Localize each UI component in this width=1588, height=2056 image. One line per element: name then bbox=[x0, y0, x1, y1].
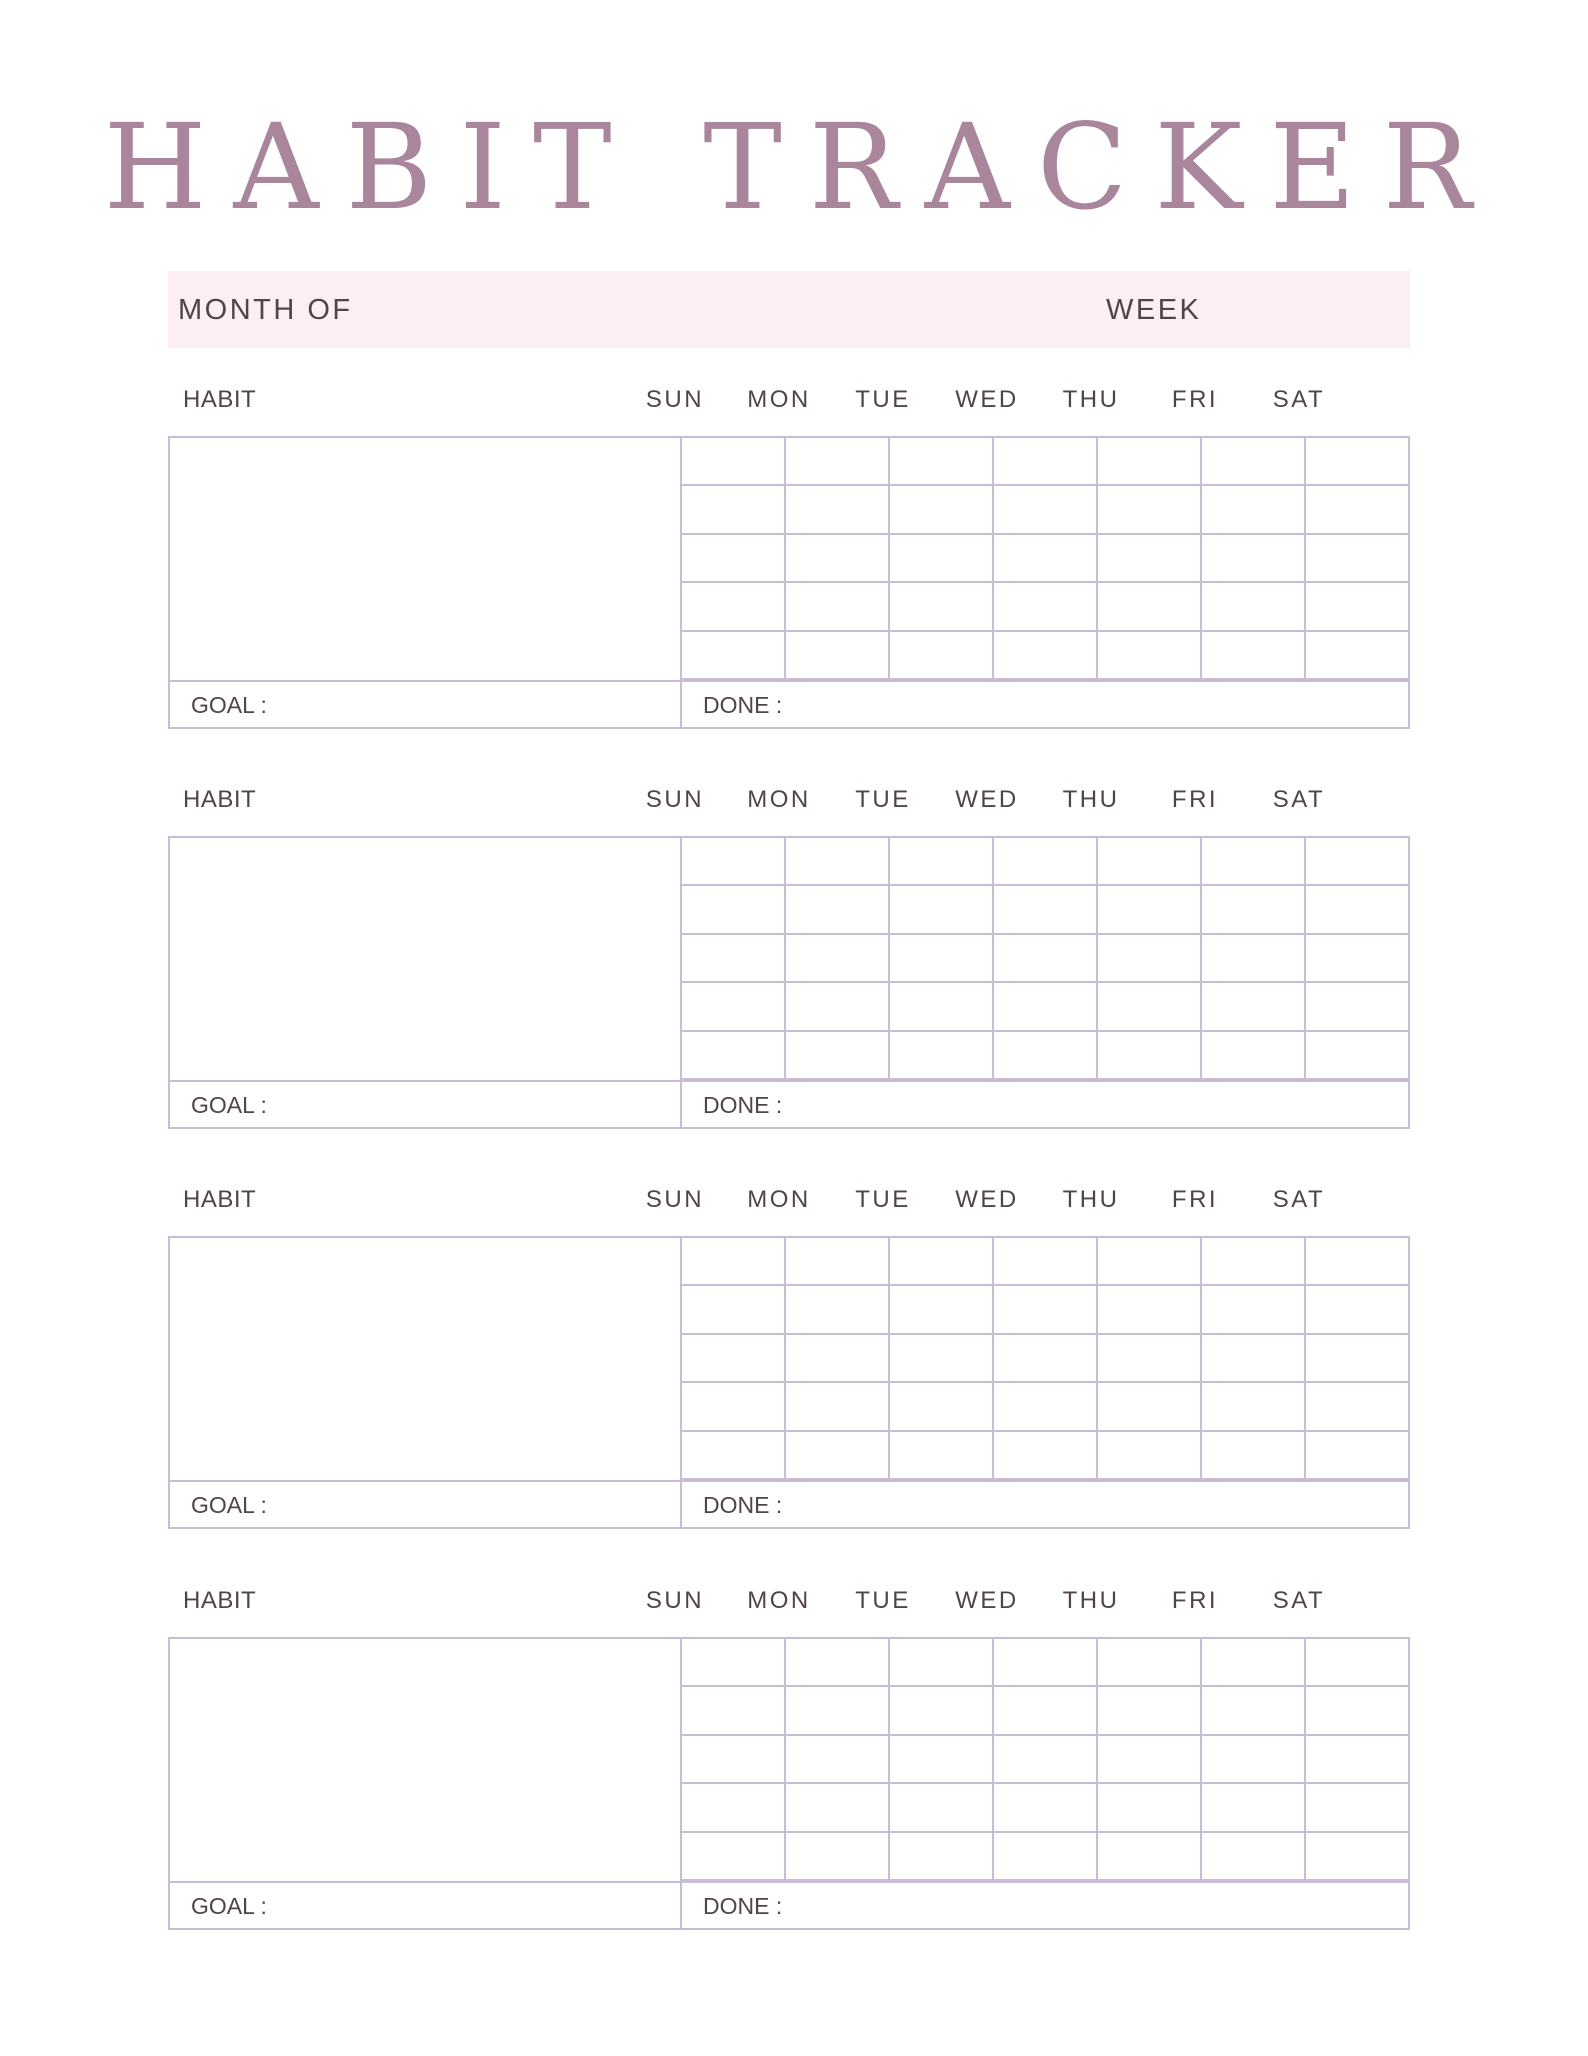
tracker-cell[interactable] bbox=[1202, 535, 1306, 583]
tracker-cell[interactable] bbox=[682, 1383, 786, 1431]
tracker-cell[interactable] bbox=[994, 1639, 1098, 1687]
done-label: DONE : bbox=[703, 692, 783, 718]
habit-grid bbox=[168, 1236, 1410, 1529]
section-footer bbox=[170, 1881, 1408, 1928]
tracker-cell[interactable] bbox=[890, 486, 994, 534]
habit-section-3 bbox=[168, 1174, 1410, 1534]
day-label-thu: THU bbox=[1062, 386, 1120, 413]
day-label-sun: SUN bbox=[645, 1186, 705, 1213]
tracker-cell[interactable] bbox=[890, 838, 994, 886]
day-checkbox-grid bbox=[682, 1639, 1410, 1881]
day-checkbox-grid bbox=[682, 438, 1410, 680]
tracker-cell[interactable] bbox=[994, 1687, 1098, 1735]
day-label-mon: MON bbox=[747, 386, 811, 413]
tracker-cell[interactable] bbox=[786, 632, 890, 680]
tracker-cell[interactable] bbox=[1306, 935, 1410, 983]
day-label-tue: TUE bbox=[855, 786, 911, 813]
tracker-cell[interactable] bbox=[786, 983, 890, 1031]
tracker-cell[interactable] bbox=[1306, 1736, 1410, 1784]
habit-section-2 bbox=[168, 774, 1410, 1134]
tracker-cell[interactable] bbox=[994, 1032, 1098, 1080]
done-field[interactable] bbox=[682, 1082, 1408, 1127]
tracker-cell[interactable] bbox=[1098, 1833, 1202, 1881]
tracker-cell[interactable] bbox=[682, 1238, 786, 1286]
tracker-cell[interactable] bbox=[1306, 1286, 1410, 1334]
habit-name-field[interactable] bbox=[170, 1639, 682, 1881]
tracker-cell[interactable] bbox=[682, 583, 786, 631]
day-label-tue: TUE bbox=[855, 1186, 911, 1213]
day-label-tue: TUE bbox=[855, 1587, 911, 1614]
tracker-cell[interactable] bbox=[1202, 1383, 1306, 1431]
tracker-cell[interactable] bbox=[890, 1335, 994, 1383]
tracker-cell[interactable] bbox=[1202, 1833, 1306, 1881]
tracker-cell[interactable] bbox=[786, 886, 890, 934]
tracker-cell[interactable] bbox=[1098, 1432, 1202, 1480]
tracker-cell[interactable] bbox=[1202, 1687, 1306, 1735]
tracker-cell[interactable] bbox=[786, 535, 890, 583]
tracker-cell[interactable] bbox=[1306, 632, 1410, 680]
tracker-cell[interactable] bbox=[890, 935, 994, 983]
day-label-wed: WED bbox=[955, 786, 1019, 813]
tracker-cell[interactable] bbox=[1306, 1432, 1410, 1480]
section-header bbox=[168, 374, 1410, 424]
done-field[interactable] bbox=[682, 1482, 1408, 1527]
tracker-cell[interactable] bbox=[682, 1833, 786, 1881]
tracker-cell[interactable] bbox=[682, 438, 786, 486]
section-footer bbox=[170, 1480, 1408, 1527]
tracker-cell[interactable] bbox=[890, 983, 994, 1031]
tracker-cell[interactable] bbox=[890, 1383, 994, 1431]
tracker-cell[interactable] bbox=[1202, 1335, 1306, 1383]
tracker-cell[interactable] bbox=[1202, 1286, 1306, 1334]
done-label: DONE : bbox=[703, 1492, 783, 1518]
tracker-cell[interactable] bbox=[890, 438, 994, 486]
tracker-cell[interactable] bbox=[1098, 1286, 1202, 1334]
section-footer bbox=[170, 680, 1408, 727]
habit-name-field[interactable] bbox=[170, 1238, 682, 1480]
habit-grid bbox=[168, 1637, 1410, 1930]
tracker-cell[interactable] bbox=[994, 983, 1098, 1031]
day-label-mon: MON bbox=[747, 1186, 811, 1213]
month-of-label: MONTH OF bbox=[178, 294, 353, 326]
tracker-cell[interactable] bbox=[1306, 1238, 1410, 1286]
day-label-fri: FRI bbox=[1171, 1186, 1219, 1213]
tracker-cell[interactable] bbox=[994, 1286, 1098, 1334]
tracker-cell[interactable] bbox=[1306, 583, 1410, 631]
tracker-cell[interactable] bbox=[682, 632, 786, 680]
tracker-cell[interactable] bbox=[994, 838, 1098, 886]
tracker-cell[interactable] bbox=[1202, 438, 1306, 486]
tracker-cell[interactable] bbox=[1098, 486, 1202, 534]
tracker-cell[interactable] bbox=[682, 838, 786, 886]
tracker-cell[interactable] bbox=[994, 583, 1098, 631]
tracker-cell[interactable] bbox=[786, 1736, 890, 1784]
tracker-cell[interactable] bbox=[890, 583, 994, 631]
tracker-cell[interactable] bbox=[786, 1335, 890, 1383]
section-footer bbox=[170, 1080, 1408, 1127]
tracker-cell[interactable] bbox=[1306, 1687, 1410, 1735]
habit-name-field[interactable] bbox=[170, 838, 682, 1080]
tracker-cell[interactable] bbox=[890, 1833, 994, 1881]
tracker-cell[interactable] bbox=[890, 1639, 994, 1687]
tracker-cell[interactable] bbox=[1306, 983, 1410, 1031]
tracker-cell[interactable] bbox=[1306, 838, 1410, 886]
tracker-cell[interactable] bbox=[994, 1736, 1098, 1784]
day-checkbox-grid bbox=[682, 1238, 1410, 1480]
tracker-cell[interactable] bbox=[786, 1833, 890, 1881]
habit-section-1 bbox=[168, 374, 1410, 734]
tracker-cell[interactable] bbox=[1306, 535, 1410, 583]
tracker-cell[interactable] bbox=[890, 1238, 994, 1286]
tracker-cell[interactable] bbox=[786, 838, 890, 886]
tracker-cell[interactable] bbox=[682, 1335, 786, 1383]
tracker-cell[interactable] bbox=[994, 632, 1098, 680]
tracker-cell[interactable] bbox=[994, 1432, 1098, 1480]
tracker-cell[interactable] bbox=[994, 438, 1098, 486]
habit-grid bbox=[168, 436, 1410, 729]
page-title: HABIT TRACKER bbox=[103, 98, 1499, 236]
tracker-cell[interactable] bbox=[786, 438, 890, 486]
tracker-cell[interactable] bbox=[786, 1032, 890, 1080]
day-label-sat: SAT bbox=[1272, 1587, 1326, 1614]
tracker-cell[interactable] bbox=[1202, 1736, 1306, 1784]
day-label-wed: WED bbox=[955, 386, 1019, 413]
tracker-cell[interactable] bbox=[786, 1687, 890, 1735]
tracker-cell[interactable] bbox=[682, 935, 786, 983]
tracker-cell[interactable] bbox=[890, 886, 994, 934]
tracker-cell[interactable] bbox=[1098, 983, 1202, 1031]
goal-field[interactable] bbox=[170, 1482, 682, 1527]
tracker-cell[interactable] bbox=[1098, 838, 1202, 886]
tracker-cell[interactable] bbox=[682, 1687, 786, 1735]
tracker-cell[interactable] bbox=[994, 1833, 1098, 1881]
tracker-cell[interactable] bbox=[682, 1286, 786, 1334]
habit-grid bbox=[168, 836, 1410, 1129]
tracker-cell[interactable] bbox=[890, 535, 994, 583]
day-label-mon: MON bbox=[747, 786, 811, 813]
day-label-sun: SUN bbox=[645, 786, 705, 813]
goal-label: GOAL : bbox=[191, 1492, 267, 1518]
tracker-cell[interactable] bbox=[994, 935, 1098, 983]
tracker-cell[interactable] bbox=[786, 1639, 890, 1687]
tracker-cell[interactable] bbox=[1098, 1238, 1202, 1286]
tracker-cell[interactable] bbox=[1202, 1432, 1306, 1480]
tracker-cell[interactable] bbox=[994, 1784, 1098, 1832]
tracker-cell[interactable] bbox=[786, 1238, 890, 1286]
day-label-thu: THU bbox=[1062, 1186, 1120, 1213]
tracker-cell[interactable] bbox=[1202, 1238, 1306, 1286]
tracker-cell[interactable] bbox=[1202, 583, 1306, 631]
tracker-cell[interactable] bbox=[1098, 1639, 1202, 1687]
tracker-cell[interactable] bbox=[786, 1784, 890, 1832]
tracker-cell[interactable] bbox=[890, 1687, 994, 1735]
habit-label: HABIT bbox=[183, 1186, 257, 1213]
tracker-cell[interactable] bbox=[1202, 935, 1306, 983]
tracker-cell[interactable] bbox=[786, 1286, 890, 1334]
header-band bbox=[168, 271, 1410, 348]
tracker-cell[interactable] bbox=[682, 983, 786, 1031]
section-header bbox=[168, 1575, 1410, 1625]
tracker-cell[interactable] bbox=[1098, 1736, 1202, 1784]
day-label-fri: FRI bbox=[1171, 1587, 1219, 1614]
goal-label: GOAL : bbox=[191, 1893, 267, 1919]
tracker-cell[interactable] bbox=[1306, 1639, 1410, 1687]
day-label-sat: SAT bbox=[1272, 1186, 1326, 1213]
tracker-cell[interactable] bbox=[890, 1736, 994, 1784]
tracker-cell[interactable] bbox=[682, 886, 786, 934]
tracker-cell[interactable] bbox=[682, 1032, 786, 1080]
day-label-sat: SAT bbox=[1272, 786, 1326, 813]
day-label-sat: SAT bbox=[1272, 386, 1326, 413]
tracker-cell[interactable] bbox=[994, 886, 1098, 934]
day-label-wed: WED bbox=[955, 1587, 1019, 1614]
tracker-cell[interactable] bbox=[994, 535, 1098, 583]
day-label-fri: FRI bbox=[1171, 386, 1219, 413]
tracker-cell[interactable] bbox=[1306, 1833, 1410, 1881]
day-label-fri: FRI bbox=[1171, 786, 1219, 813]
tracker-cell[interactable] bbox=[1202, 1784, 1306, 1832]
tracker-cell[interactable] bbox=[1202, 1032, 1306, 1080]
tracker-cell[interactable] bbox=[1306, 486, 1410, 534]
tracker-cell[interactable] bbox=[786, 935, 890, 983]
day-label-wed: WED bbox=[955, 1186, 1019, 1213]
tracker-cell[interactable] bbox=[994, 486, 1098, 534]
tracker-cell[interactable] bbox=[682, 1639, 786, 1687]
tracker-cell[interactable] bbox=[1306, 1032, 1410, 1080]
tracker-cell[interactable] bbox=[1202, 838, 1306, 886]
tracker-cell[interactable] bbox=[1202, 983, 1306, 1031]
done-label: DONE : bbox=[703, 1893, 783, 1919]
tracker-cell[interactable] bbox=[1098, 632, 1202, 680]
habit-label: HABIT bbox=[183, 386, 257, 413]
tracker-cell[interactable] bbox=[1202, 632, 1306, 680]
goal-field[interactable] bbox=[170, 1082, 682, 1127]
day-label-tue: TUE bbox=[855, 386, 911, 413]
tracker-cell[interactable] bbox=[1098, 886, 1202, 934]
tracker-cell[interactable] bbox=[1098, 1032, 1202, 1080]
section-header bbox=[168, 1174, 1410, 1224]
tracker-cell[interactable] bbox=[1098, 1687, 1202, 1735]
tracker-cell[interactable] bbox=[1098, 1335, 1202, 1383]
day-label-sun: SUN bbox=[645, 386, 705, 413]
tracker-cell[interactable] bbox=[1306, 1383, 1410, 1431]
goal-label: GOAL : bbox=[191, 1092, 267, 1118]
tracker-cell[interactable] bbox=[1098, 1383, 1202, 1431]
habit-label: HABIT bbox=[183, 1587, 257, 1614]
tracker-cell[interactable] bbox=[786, 486, 890, 534]
tracker-cell[interactable] bbox=[1306, 886, 1410, 934]
tracker-cell[interactable] bbox=[682, 1736, 786, 1784]
tracker-cell[interactable] bbox=[786, 1383, 890, 1431]
tracker-cell[interactable] bbox=[1098, 583, 1202, 631]
done-field[interactable] bbox=[682, 682, 1408, 727]
tracker-cell[interactable] bbox=[786, 1432, 890, 1480]
goal-field[interactable] bbox=[170, 682, 682, 727]
tracker-cell[interactable] bbox=[1098, 535, 1202, 583]
tracker-cell[interactable] bbox=[1098, 935, 1202, 983]
tracker-cell[interactable] bbox=[1098, 438, 1202, 486]
tracker-cell[interactable] bbox=[682, 1784, 786, 1832]
day-label-mon: MON bbox=[747, 1587, 811, 1614]
tracker-cell[interactable] bbox=[1098, 1784, 1202, 1832]
tracker-cell[interactable] bbox=[890, 1432, 994, 1480]
tracker-cell[interactable] bbox=[994, 1238, 1098, 1286]
done-field[interactable] bbox=[682, 1883, 1408, 1928]
goal-field[interactable] bbox=[170, 1883, 682, 1928]
tracker-cell[interactable] bbox=[1202, 486, 1306, 534]
tracker-cell[interactable] bbox=[682, 1432, 786, 1480]
tracker-cell[interactable] bbox=[890, 1286, 994, 1334]
habit-label: HABIT bbox=[183, 786, 257, 813]
habit-name-field[interactable] bbox=[170, 438, 682, 680]
done-label: DONE : bbox=[703, 1092, 783, 1118]
day-label-thu: THU bbox=[1062, 786, 1120, 813]
day-label-thu: THU bbox=[1062, 1587, 1120, 1614]
tracker-cell[interactable] bbox=[1306, 438, 1410, 486]
tracker-cell[interactable] bbox=[994, 1383, 1098, 1431]
tracker-cell[interactable] bbox=[1202, 886, 1306, 934]
section-header bbox=[168, 774, 1410, 824]
tracker-cell[interactable] bbox=[1202, 1639, 1306, 1687]
week-label: WEEK bbox=[1106, 294, 1202, 326]
tracker-cell[interactable] bbox=[890, 1784, 994, 1832]
tracker-cell[interactable] bbox=[994, 1335, 1098, 1383]
tracker-cell[interactable] bbox=[682, 535, 786, 583]
tracker-cell[interactable] bbox=[682, 486, 786, 534]
day-label-sun: SUN bbox=[645, 1587, 705, 1614]
goal-label: GOAL : bbox=[191, 692, 267, 718]
tracker-cell[interactable] bbox=[890, 1032, 994, 1080]
tracker-cell[interactable] bbox=[1306, 1784, 1410, 1832]
habit-section-4 bbox=[168, 1575, 1410, 1935]
tracker-cell[interactable] bbox=[786, 583, 890, 631]
tracker-cell[interactable] bbox=[1306, 1335, 1410, 1383]
tracker-cell[interactable] bbox=[890, 632, 994, 680]
day-checkbox-grid bbox=[682, 838, 1410, 1080]
